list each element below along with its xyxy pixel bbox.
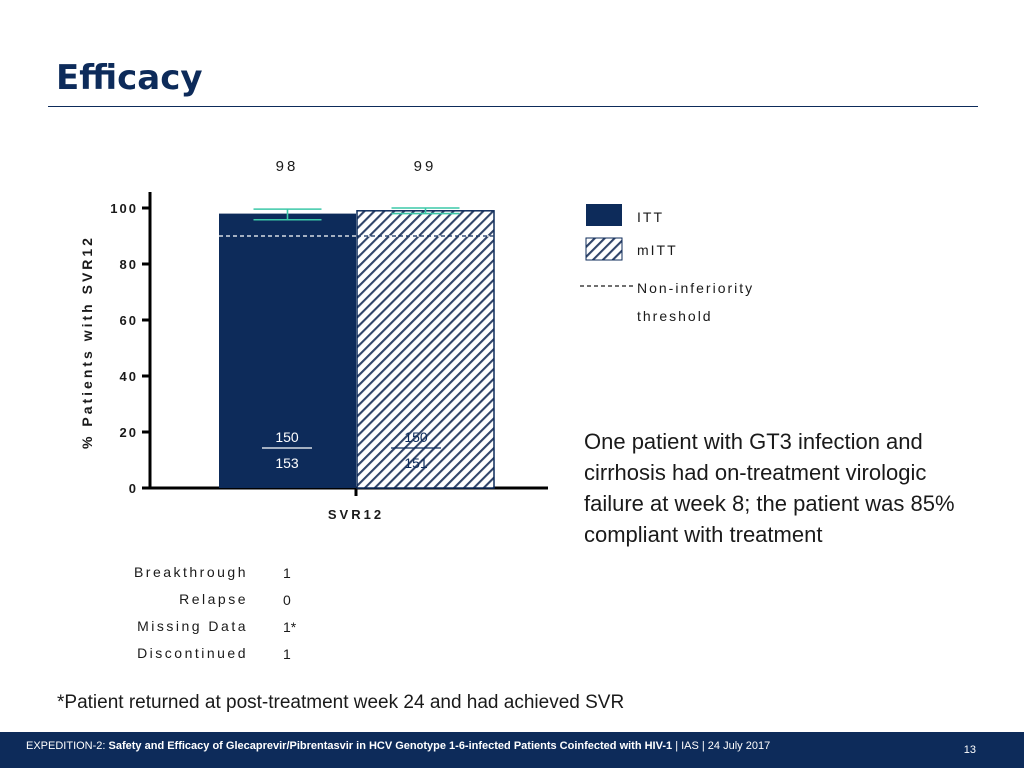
y-tick-label: 40 — [119, 369, 138, 384]
outcome-value: 1* — [283, 619, 297, 635]
chart-legend — [580, 204, 754, 324]
y-axis-title: % Patients with SVR12 — [79, 235, 95, 449]
footnote: *Patient returned at post-treatment week 24 and had achieved SVR — [57, 692, 625, 713]
outcome-value: 1 — [283, 646, 291, 662]
outcome-row-missing-data — [100, 618, 320, 645]
outcome-label: Missing Data — [137, 618, 248, 634]
outcome-value: 0 — [283, 592, 291, 608]
data-label-itt: 98 — [275, 158, 299, 175]
x-category-label: SVR12 — [327, 507, 385, 522]
fraction-denominator: 153 — [275, 455, 299, 471]
footer-meeting: | IAS | 24 July 2017 — [672, 740, 771, 752]
legend-swatch-itt — [586, 204, 622, 226]
outcome-label: Discontinued — [137, 645, 248, 661]
side-note: One patient with GT3 infection and cirrhosis had on-treatment virologic failure at week 8; the patient was 85% compliant with treatment — [584, 429, 955, 547]
footer-citation — [26, 740, 770, 752]
legend-label-threshold-1: Non-inferiority — [637, 280, 755, 296]
y-tick-label: 80 — [119, 257, 138, 272]
legend-swatch-mitt — [586, 238, 622, 260]
fraction-numerator: 150 — [275, 429, 299, 445]
slide-title: Efficacy — [56, 58, 203, 98]
data-labels — [276, 158, 437, 175]
page-number: 13 — [963, 744, 976, 756]
legend-label-mitt: mITT — [637, 242, 678, 258]
y-tick-label: 100 — [110, 201, 138, 216]
footer-bar — [0, 732, 1024, 768]
footer-study-title: Safety and Efficacy of Glecaprevir/Pibrentasvir in HCV Genotype 1-6-infected Patients Coinfected with HIV-1 — [108, 740, 673, 752]
bar-itt — [219, 214, 356, 488]
fraction-numerator: 150 — [404, 429, 428, 445]
bar-mitt — [357, 211, 494, 488]
footer-study-name: EXPEDITION-2: — [26, 740, 109, 752]
legend-label-itt: ITT — [637, 209, 664, 225]
data-label-mitt: 99 — [413, 158, 437, 175]
y-axis-ticks — [110, 201, 150, 496]
fraction-denominator: 151 — [404, 455, 428, 471]
outcome-value: 1 — [283, 565, 291, 581]
outcome-label: Breakthrough — [133, 564, 248, 580]
outcome-row-discontinued — [100, 645, 320, 672]
y-tick-label: 60 — [119, 313, 138, 328]
legend-label-threshold-2: threshold — [637, 308, 713, 324]
outcome-label: Relapse — [179, 591, 248, 607]
y-tick-label: 20 — [119, 425, 138, 440]
failure-outcomes-list — [100, 564, 320, 672]
y-tick-label: 0 — [128, 481, 138, 496]
chart-bars — [219, 211, 494, 488]
outcome-row-relapse — [100, 591, 320, 618]
outcome-row-breakthrough — [100, 564, 320, 591]
